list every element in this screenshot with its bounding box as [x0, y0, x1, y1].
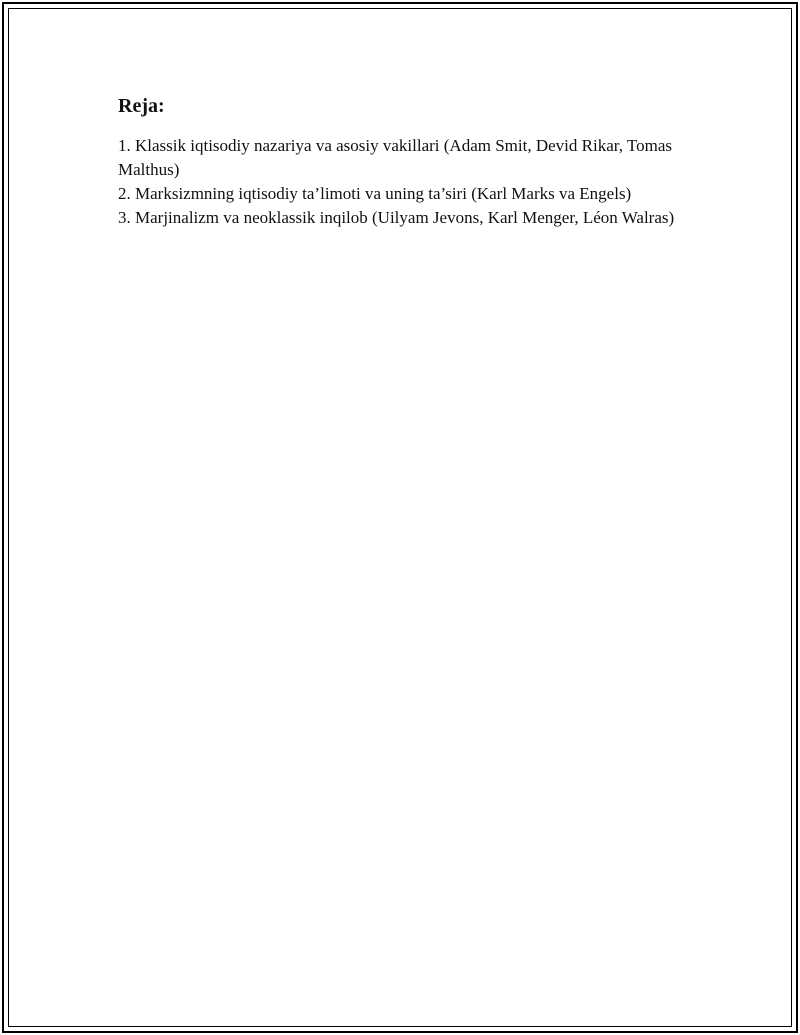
plan-item-3: 3. Marjinalizm va neoklassik inqilob (Uilyam Jevons, Karl Menger, Léon Walras): [118, 208, 675, 227]
plan-list: [118, 134, 688, 230]
plan-item-1: 1. Klassik iqtisodiy nazariya va asosiy vakillari (Adam Smit, Devid Rikar, Tomas Malthus): [118, 136, 673, 179]
plan-item-2: 2. Marksizmning iqtisodiy ta’limoti va uning ta’siri (Karl Marks va Engels): [118, 184, 632, 203]
document-content: [118, 92, 688, 230]
plan-heading: Reja:: [118, 95, 165, 117]
